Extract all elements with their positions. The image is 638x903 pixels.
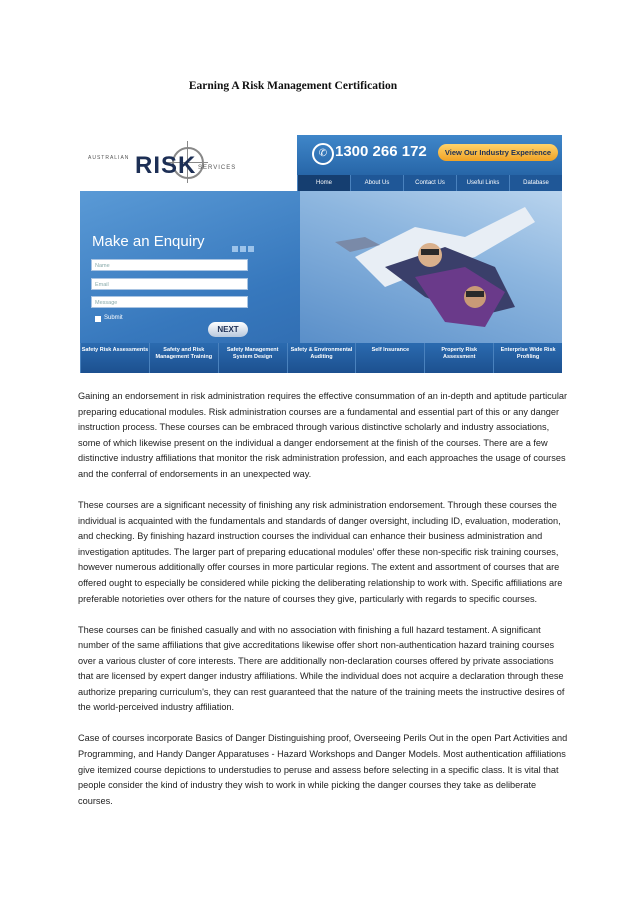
nav-contact-us[interactable]: Contact Us	[403, 175, 456, 191]
enquiry-dots-icon	[232, 239, 256, 257]
next-button[interactable]: NEXT	[208, 322, 248, 337]
enquiry-title: Make an Enquiry	[92, 233, 205, 250]
document-title-text: Earning A Risk Management Certification	[188, 80, 398, 92]
nav-database[interactable]: Database	[509, 175, 562, 191]
service-safety-risk-management-training[interactable]: Safety and Risk Management Training	[149, 343, 218, 373]
service-safety-risk-assessments[interactable]: Safety Risk Assessments	[80, 343, 149, 373]
banner-image	[80, 135, 562, 373]
message-field[interactable]: Message	[91, 296, 248, 308]
paragraph: Case of courses incorporate Basics of Danger Distinguishing proof, Overseeing Perils Out in the open Part Activities and Programming, and Handy Danger Apparatuses - Hazard Workshops and Danger Models. Most authentication affiliations give itemized course depictions to understudies to peruse and assess before selecting in a specific class. It is vital that people consider the kind of industry they wish to work in while picking the danger courses they take as deliberate courses.	[78, 733, 568, 806]
logo-small-text: AUSTRALIAN	[88, 155, 130, 161]
logo-sub-text: SERVICES	[198, 165, 237, 171]
phone-number: 1300 266 172	[335, 143, 427, 160]
logo-area[interactable]	[80, 135, 297, 191]
email-field[interactable]: Email	[91, 278, 248, 290]
paragraph: These courses are a significant necessity of finishing any risk administration endorsement. Through these courses the individual is acquainted with the fundamentals and standards of danger oversight, including ID, evaluation, moderation, and checking. By finishing hazard instruction courses the individual can enhance their business administration and investigation aptitudes. The larger part of preparing educational modules' offer these non-specific risk training courses, however numerous additionally offer courses in more particular regions. The extent and assortment of courses that are offered ought to especially be considered while picking the deliberating relationship to work with. Specific affiliations are preferable notorieties over others for the nature of courses they give, particularly with regards to specific courses.	[78, 499, 563, 604]
nav-about-us[interactable]: About Us	[350, 175, 403, 191]
nav-home[interactable]: Home	[297, 175, 350, 191]
service-safety-management-system-design[interactable]: Safety Management System Design	[218, 343, 287, 373]
name-field[interactable]: Name	[91, 259, 248, 271]
industry-experience-button[interactable]: View Our Industry Experience	[438, 144, 558, 161]
document-body	[78, 389, 568, 825]
document-title	[0, 80, 638, 92]
submit-label: Submit	[104, 315, 123, 321]
services-nav	[80, 343, 562, 373]
skydivers-illustration	[325, 197, 545, 337]
service-self-insurance[interactable]: Self Insurance	[355, 343, 424, 373]
banner-nav	[297, 175, 562, 191]
phone-icon: ✆	[312, 143, 334, 165]
service-enterprise-risk-profiling[interactable]: Enterprise Wide Risk Profiling	[493, 343, 562, 373]
nav-useful-links[interactable]: Useful Links	[456, 175, 509, 191]
submit-checkbox[interactable]	[95, 316, 101, 322]
service-property-risk-assessment[interactable]: Property Risk Assessment	[424, 343, 493, 373]
service-safety-environmental-auditing[interactable]: Safety & Environmental Auditing	[287, 343, 356, 373]
logo-main-text: RISK	[135, 152, 197, 179]
paragraph: Gaining an endorsement in risk administration requires the effective consummation of an in-depth and aptitude particular preparing educational modules. Risk administration courses are a fundamental and essential part of this or any danger instruction process. These courses can be embraced through various distinctive scholarly and industry associations, some of which likewise present on the individual a danger endorsement at the finish of the courses. There are a few distinctive industry affiliations that monitor the risk administration profession, and each approaches the usage of courses and the conferral of endorsements in an unexpected way.	[78, 391, 568, 479]
paragraph: These courses can be finished casually and with no association with finishing a full hazard testament. A significant number of the same affiliations that give accreditations likewise offer short non-authentication hazard training courses over a various cluster of core interests. There are additionally non-declaration courses offered by private associations that are licensed by expert danger industry affiliations. While the individual does not acquire a declaration through these authorize preparing curriculum's, they can rest guaranteed that the nature of the training meets the instructive desires of the world-perceived industry affiliation.	[78, 624, 565, 713]
